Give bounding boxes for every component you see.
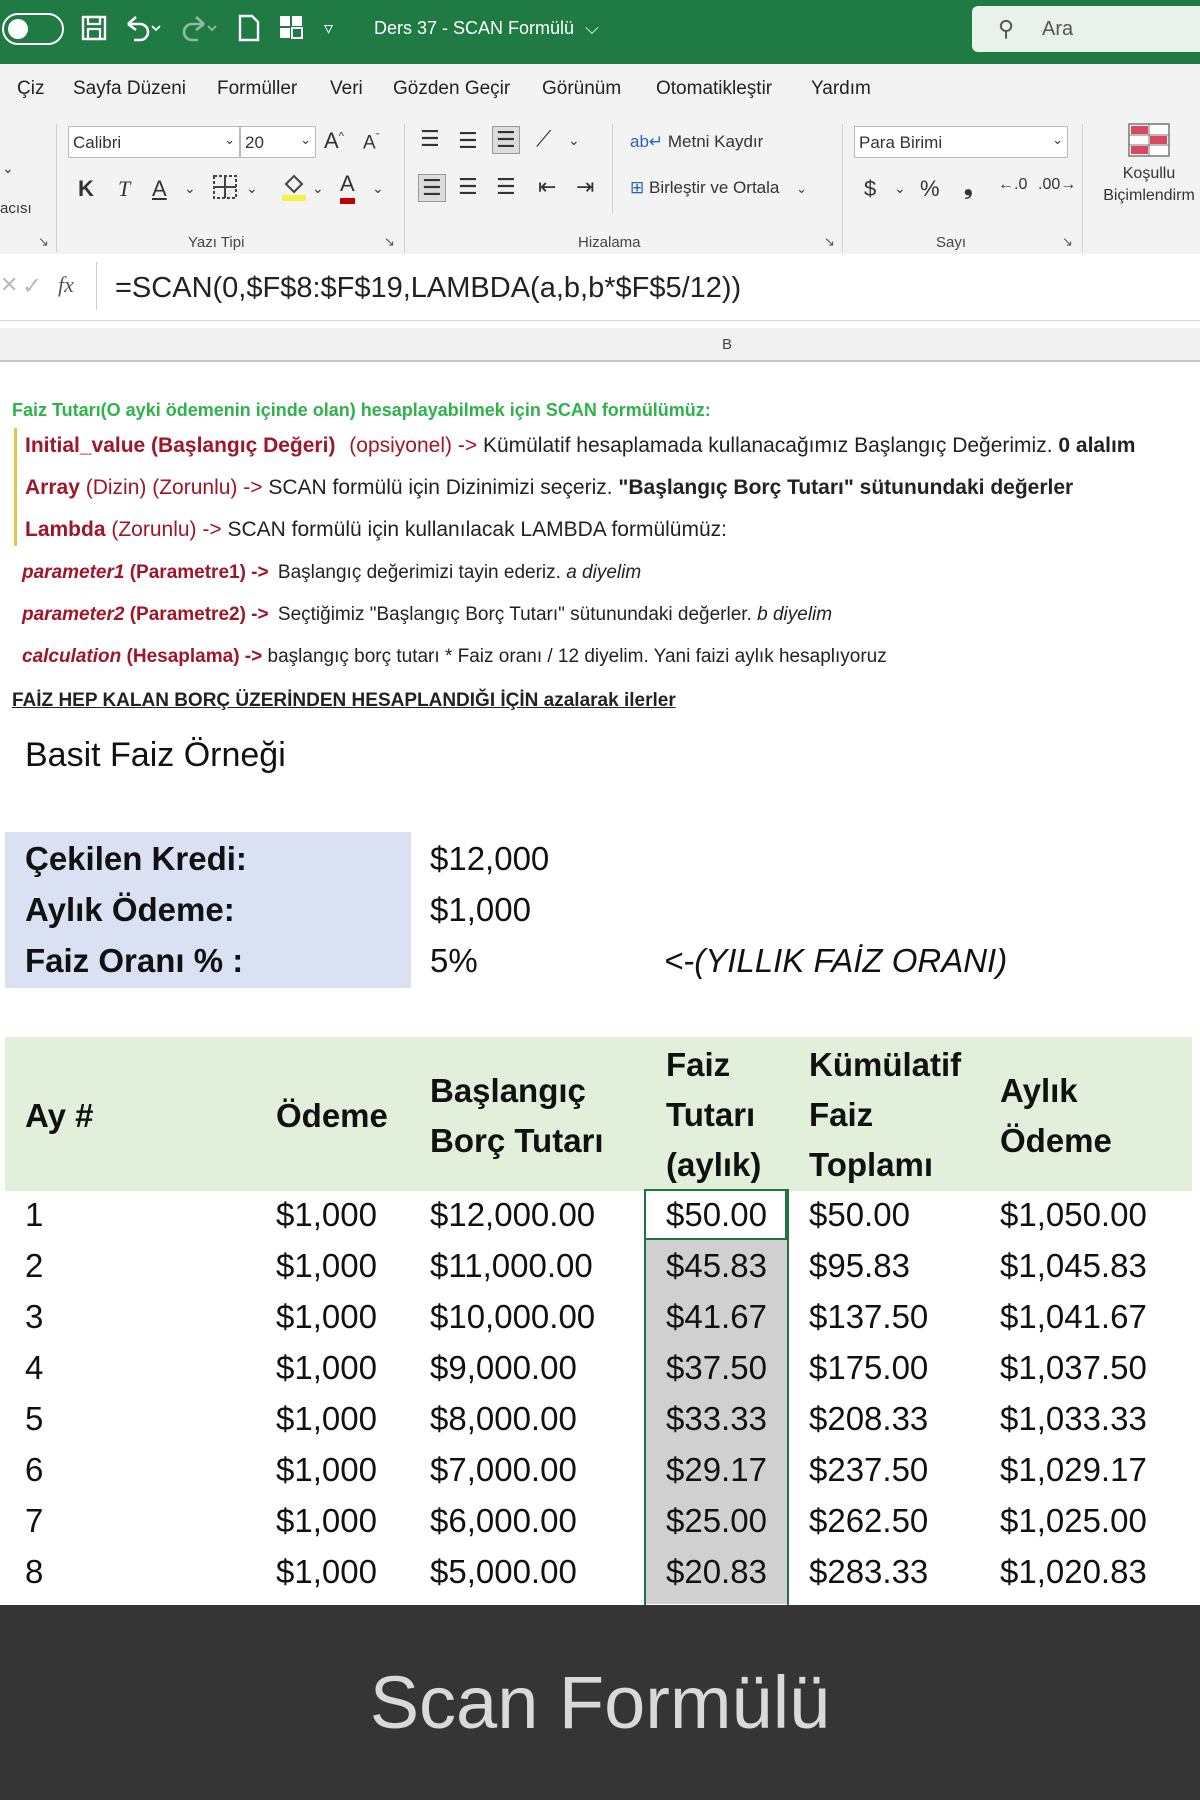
formula-input[interactable]: =SCAN(0,$F$8:$F$19,LAMBDA(a,b,b*$F$5/12)) [96, 262, 1200, 310]
menu-yardim[interactable]: Yardım [811, 78, 871, 99]
redo-icon[interactable] [178, 14, 218, 49]
cell-kumulatif[interactable]: $283.33 [809, 1553, 929, 1590]
insert-function-button[interactable]: fx [58, 272, 74, 297]
note-text: SCAN formülü için kullanılacak LAMBDA formülümüz: [227, 518, 727, 541]
search-placeholder: Ara [1042, 18, 1074, 40]
borders-icon[interactable] [212, 174, 238, 206]
note-opt: (Hesaplama) -> [126, 646, 263, 667]
column-header-row [0, 328, 1200, 362]
cell-faiz[interactable]: $29.17 [666, 1451, 767, 1488]
document-title[interactable] [374, 18, 599, 39]
percent-button[interactable]: % [920, 176, 940, 201]
chevron-down-icon[interactable]: ⌄ [246, 180, 258, 196]
th-ay[interactable]: Ay # [25, 1097, 94, 1134]
menu-otomatiklestir[interactable]: Otomatikleştir [656, 78, 773, 99]
cell-odeme[interactable]: $1,000 [276, 1451, 377, 1488]
italic-button[interactable]: T [118, 176, 131, 201]
th-faiz-line3: (aylık) [666, 1146, 762, 1183]
conditional-formatting-icon [1127, 122, 1171, 158]
cell-ay[interactable]: 4 [25, 1349, 44, 1386]
note-calculation [22, 646, 887, 668]
shrink-font-icon[interactable]: $A^ˇ$ [363, 132, 380, 154]
kredi-label: Çekilen Kredi: [25, 840, 247, 877]
cancel-icon[interactable]: ✕ [0, 272, 19, 297]
chevron-down-icon[interactable]: ⌄ [312, 180, 324, 196]
chevron-down-icon: ⌄ [224, 132, 235, 147]
note-key: Array [25, 476, 80, 499]
cell-kumulatif[interactable]: $237.50 [809, 1451, 929, 1488]
cell-ay[interactable]: 7 [25, 1502, 44, 1539]
chevron-down-icon[interactable]: ⌄ [2, 160, 14, 176]
note-text: SCAN formülü için Dizinimizi seçeriz. [268, 476, 613, 499]
font-name-select[interactable] [68, 126, 240, 158]
note-italic: b diyelim [757, 604, 833, 625]
conditional-formatting-label-2: Biçimlendirm [1103, 187, 1195, 204]
increase-indent-icon[interactable]: ⇥ [576, 174, 595, 199]
chevron-down-icon[interactable]: ⌄ [894, 180, 906, 196]
align-center-icon[interactable]: ☰ [458, 174, 478, 199]
cell-ay[interactable]: 3 [25, 1298, 44, 1335]
faiz-value[interactable]: 5% [430, 942, 478, 979]
th-kum-line3: Toplamı [809, 1146, 934, 1183]
document-title-text: Ders 37 - SCAN Formülü [374, 18, 575, 38]
wrap-text-icon: ab↵ [630, 132, 664, 151]
cell-borc[interactable]: $5,000.00 [430, 1553, 577, 1590]
number-format-value: Para Birimi [859, 133, 943, 152]
th-kumulatif[interactable] [809, 1040, 961, 1190]
chevron-down-icon: ⌵ [585, 18, 599, 38]
cell-faiz[interactable]: $50.00 [666, 1196, 767, 1233]
note-underlined: FAİZ HEP KALAN BORÇ ÜZERİNDEN HESAPLANDIĞI İÇİN azalarak ilerler [12, 690, 676, 711]
odeme-label: Aylık Ödeme: [25, 891, 235, 928]
clipped-label: acısı [0, 200, 32, 217]
note-key: parameter2 [22, 604, 125, 625]
menu-veri[interactable]: Veri [330, 78, 363, 99]
wrap-text-label: Metni Kaydır [667, 132, 764, 151]
notes-heading-text: Faiz Tutarı(O ayki ödemenin içinde olan) hesaplayabilmek için SCAN formülümüz: [12, 400, 711, 420]
note-bold: 0 alalım [1058, 434, 1136, 457]
dialog-launcher-icon[interactable]: ↘ [384, 234, 395, 249]
align-bottom-icon[interactable]: ☰ [492, 126, 520, 154]
cell-ay[interactable]: 1 [25, 1196, 44, 1233]
th-odeme[interactable]: Ödeme [276, 1097, 388, 1134]
font-size-select[interactable] [240, 126, 316, 158]
cell-aylik[interactable]: $1,045.83 [1000, 1247, 1147, 1284]
note-opt: (Parametre1) -> [129, 562, 269, 583]
conditional-formatting-label-1: Koşullu [1122, 165, 1176, 182]
cell-borc[interactable]: $8,000.00 [430, 1400, 577, 1437]
notes-heading [12, 400, 711, 421]
menu-ciz[interactable]: Çiz [17, 78, 45, 99]
cell-ay[interactable]: 6 [25, 1451, 44, 1488]
cell-aylik[interactable]: $1,041.67 [1000, 1298, 1147, 1335]
group-separator [1082, 124, 1083, 252]
th-borc-line1: Başlangıç [430, 1072, 586, 1109]
cell-kumulatif[interactable]: $50.00 [809, 1196, 910, 1233]
note-text: Başlangıç değerimizi tayin ederiz. [277, 562, 561, 583]
group-separator [404, 124, 405, 252]
decrease-indent-icon[interactable]: ⇤ [538, 174, 557, 199]
cell-odeme[interactable]: $1,000 [276, 1247, 377, 1284]
cell-aylik[interactable]: $1,050.00 [1000, 1196, 1147, 1233]
odeme-value[interactable]: $1,000 [430, 891, 531, 928]
kredi-value[interactable]: $12,000 [430, 840, 550, 877]
th-aylik[interactable] [1000, 1066, 1112, 1166]
cell-borc[interactable]: $11,000.00 [430, 1247, 593, 1284]
th-faiz-line2: Tutarı [666, 1096, 756, 1133]
grow-font-icon[interactable]: A^ [324, 128, 344, 153]
cell-ay[interactable]: 5 [25, 1400, 44, 1437]
dialog-launcher-icon[interactable]: ↘ [1062, 234, 1073, 249]
comma-button[interactable]: ❟ [964, 174, 973, 199]
toggle-icon[interactable] [2, 13, 64, 45]
note-lambda [25, 518, 727, 542]
dialog-launcher-icon[interactable]: ↘ [38, 234, 49, 249]
note-italic: a diyelim [566, 562, 642, 583]
column-header-b[interactable]: B [722, 336, 733, 353]
note-key: Lambda [25, 518, 106, 541]
note-text: Seçtiğimiz "Başlangıç Borç Tutarı" sütunundaki değerler. [277, 604, 752, 625]
search-icon: ⚲ [998, 16, 1015, 41]
note-parameter1 [22, 562, 641, 584]
cell-odeme[interactable]: $1,000 [276, 1298, 377, 1335]
shrink-font-label: A [363, 132, 376, 154]
note-key: parameter1 [22, 562, 125, 583]
th-kum-line2: Faiz [809, 1096, 874, 1133]
group-separator [612, 124, 613, 214]
conditional-formatting-button[interactable] [1090, 122, 1200, 207]
cell-aylik[interactable]: $1,025.00 [1000, 1502, 1147, 1539]
faiz-note: <-(YILLIK FAİZ ORANI) [664, 942, 1008, 979]
menu-gozden-gecir[interactable]: Gözden Geçir [393, 78, 511, 99]
note-text: başlangıç borç tutarı * Faiz oranı / 12 diyelim. Yani faizi aylık hesaplıyoruz [267, 646, 887, 667]
group-separator [56, 124, 57, 252]
align-right-icon[interactable]: ☰ [496, 174, 516, 199]
bold-button[interactable]: K [78, 176, 94, 201]
cell-faiz[interactable]: $41.67 [666, 1298, 767, 1335]
decrease-decimal-icon[interactable]: .00→ [1038, 176, 1077, 193]
note-key: calculation [22, 646, 122, 667]
cell-borc[interactable]: $7,000.00 [430, 1451, 577, 1488]
th-borc-line2: Borç Tutarı [430, 1122, 604, 1159]
fill-color-icon[interactable] [280, 172, 308, 208]
cell-odeme[interactable]: $1,000 [276, 1349, 377, 1386]
cell-kumulatif[interactable]: $208.33 [809, 1400, 929, 1437]
title-bar [0, 0, 1200, 64]
th-faiz-line1: Faiz [666, 1046, 731, 1083]
cell-faiz[interactable]: $33.33 [666, 1400, 767, 1437]
align-left-icon[interactable]: ☰ [418, 174, 446, 202]
chevron-down-icon: ⌄ [796, 181, 807, 196]
underline-button[interactable]: A [152, 176, 167, 201]
cell-faiz[interactable]: $20.83 [666, 1553, 767, 1590]
note-opt: (Dizin) (Zorunlu) -> [85, 476, 263, 499]
cell-ay[interactable]: 8 [25, 1553, 44, 1590]
cell-odeme[interactable]: $1,000 [276, 1553, 377, 1590]
font-color-button[interactable]: A [340, 170, 355, 204]
cell-aylik[interactable]: $1,037.50 [1000, 1349, 1147, 1386]
chevron-down-icon: ⌄ [1052, 132, 1063, 147]
faiz-label: Faiz Oranı % : [25, 942, 244, 979]
cell-borc[interactable]: $12,000.00 [430, 1196, 596, 1233]
align-middle-icon[interactable]: ☰ [458, 128, 478, 153]
chevron-down-icon: ⌄ [300, 132, 311, 147]
cell-odeme[interactable]: $1,000 [276, 1196, 377, 1233]
customize-icon[interactable]: ▿ [324, 18, 334, 38]
font-size-value: 20 [245, 133, 264, 152]
th-borc[interactable] [430, 1066, 604, 1166]
align-top-icon[interactable]: ☰ [420, 126, 440, 151]
cell-kumulatif[interactable]: $262.50 [809, 1502, 929, 1539]
chevron-down-icon[interactable]: ⌄ [568, 132, 580, 148]
cell-kumulatif[interactable]: $175.00 [809, 1349, 929, 1386]
note-bold: "Başlangıç Borç Tutarı" sütunundaki değerler [612, 476, 1074, 499]
menu-bar [0, 64, 1200, 112]
note-key: Initial_value (Başlangıç Değeri) [25, 434, 336, 457]
font-name-value: Calibri [73, 133, 122, 152]
currency-button[interactable]: $ [864, 176, 877, 201]
grow-font-label: A [324, 128, 339, 153]
note-text: Kümülatif hesaplamada kullanacağımız Başlangıç Değerimiz. [482, 434, 1053, 457]
note-parameter2 [22, 604, 832, 626]
save-icon[interactable] [80, 14, 108, 49]
number-format-select[interactable] [854, 126, 1068, 158]
video-caption: Scan Formülü [369, 1661, 831, 1744]
th-faiz[interactable] [666, 1040, 761, 1190]
cell-ay[interactable]: 2 [25, 1247, 44, 1284]
cell-odeme[interactable]: $1,000 [276, 1400, 377, 1437]
note-initial-value [25, 434, 1135, 458]
cell-faiz[interactable]: $25.00 [666, 1502, 767, 1539]
cell-faiz[interactable]: $37.50 [666, 1349, 767, 1386]
cell-faiz[interactable]: $45.83 [666, 1247, 767, 1284]
example-title: Basit Faiz Örneği [25, 736, 286, 774]
formula-bar [0, 254, 1200, 321]
cell-odeme[interactable]: $1,000 [276, 1502, 377, 1539]
merge-center-label: Birleştir ve Ortala [648, 178, 780, 197]
cell-kumulatif[interactable]: $137.50 [809, 1298, 929, 1335]
note-opt: (opsiyonel) -> [349, 434, 478, 457]
cell-kumulatif[interactable]: $95.83 [809, 1247, 910, 1284]
new-file-icon[interactable] [236, 14, 262, 49]
wrap-text-button[interactable] [630, 132, 763, 152]
chevron-down-icon[interactable]: ⌄ [372, 180, 384, 196]
cell-borc[interactable]: $6,000.00 [430, 1502, 577, 1539]
increase-decimal-icon[interactable]: ←.0 [998, 176, 1028, 193]
orientation-icon[interactable]: ⟋ [536, 126, 552, 151]
formula-bar-controls [0, 262, 88, 312]
menu-sayfa-duzeni[interactable]: Sayfa Düzeni [73, 78, 187, 99]
note-opt: (Zorunlu) -> [111, 518, 222, 541]
dialog-launcher-icon[interactable]: ↘ [824, 234, 835, 249]
notes-accent-bar [14, 428, 17, 546]
search-box[interactable] [972, 6, 1200, 52]
cell-borc[interactable]: $10,000.00 [430, 1298, 596, 1335]
cell-aylik[interactable]: $1,029.17 [1000, 1451, 1147, 1488]
check-icon[interactable]: ✓ [22, 273, 43, 300]
note-array [25, 476, 1073, 500]
th-kum-line1: Kümülatif [809, 1046, 962, 1083]
group-label-font: Yazı Tipi [188, 234, 245, 251]
chevron-down-icon[interactable]: ⌄ [184, 180, 196, 196]
th-aylik-line2: Ödeme [1000, 1122, 1112, 1159]
merge-center-button[interactable] [630, 178, 807, 198]
merge-center-icon: ⊞ [630, 178, 645, 197]
ribbon [0, 112, 1200, 255]
cell-aylik[interactable]: $1,020.83 [1000, 1553, 1147, 1590]
menu-formuller[interactable]: Formüller [217, 78, 298, 99]
grid-icon[interactable] [278, 14, 304, 47]
th-aylik-line1: Aylık [1000, 1072, 1078, 1109]
menu-gorunum[interactable]: Görünüm [542, 78, 622, 99]
undo-icon[interactable] [122, 14, 162, 49]
group-separator [842, 124, 843, 252]
cell-aylik[interactable]: $1,033.33 [1000, 1400, 1147, 1437]
group-label-number: Sayı [936, 234, 967, 251]
note-opt: (Parametre2) -> [129, 604, 269, 625]
cell-borc[interactable]: $9,000.00 [430, 1349, 577, 1386]
group-label-align: Hizalama [578, 234, 641, 251]
